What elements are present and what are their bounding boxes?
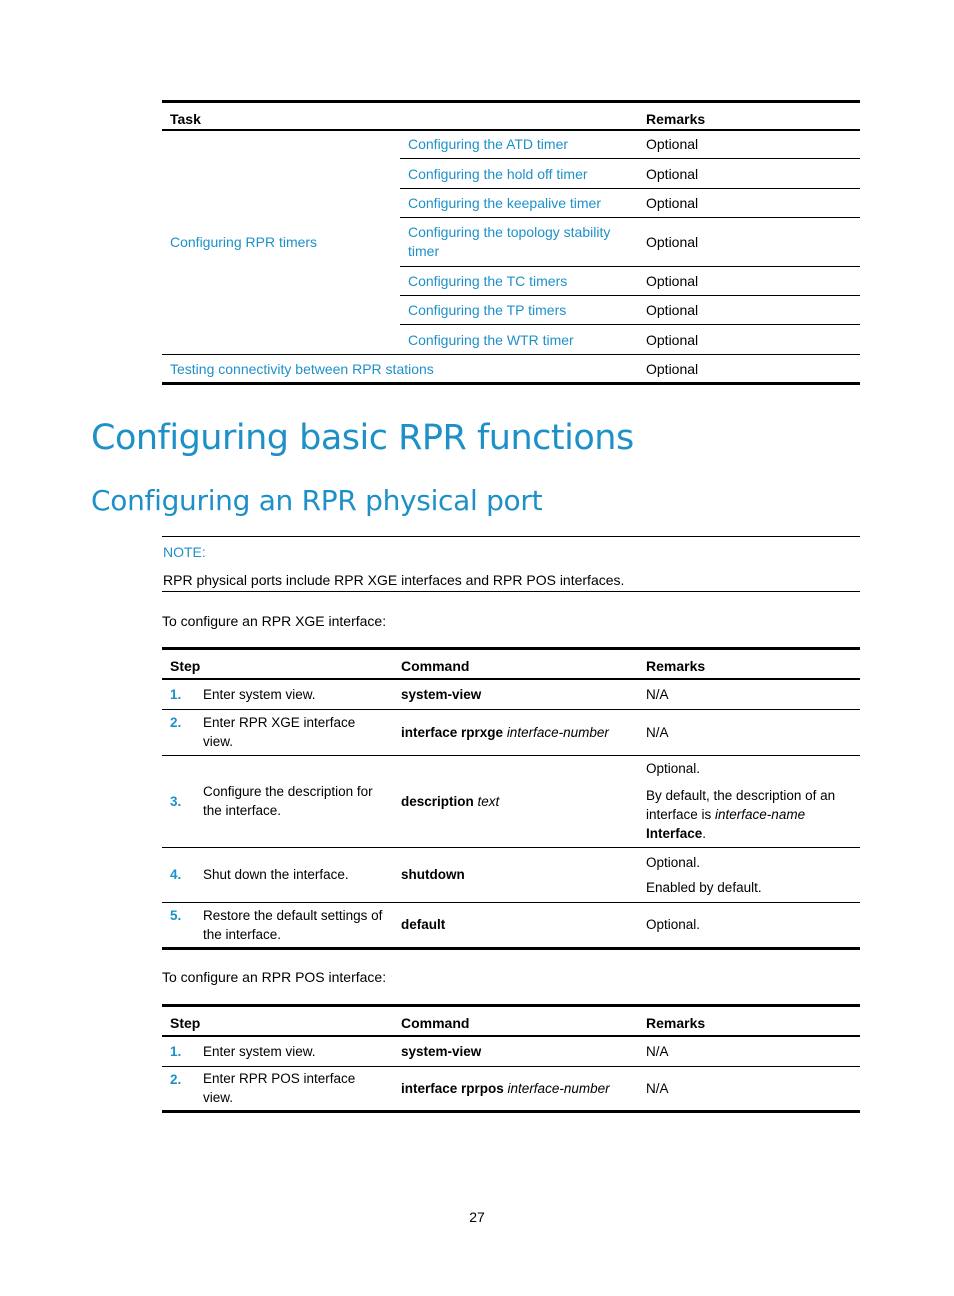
remarks-line: Optional. <box>646 761 701 776</box>
step-number: 5. <box>170 907 182 923</box>
link-topology-stability-timer[interactable]: Configuring the topology stability timer <box>408 224 611 259</box>
remarks-line: Enabled by default. <box>646 879 762 895</box>
step-number: 3. <box>162 755 203 847</box>
step-number: 2. <box>162 709 203 755</box>
link-wtr-timer[interactable]: Configuring the WTR timer <box>408 331 574 348</box>
step-remarks: N/A <box>646 1080 669 1096</box>
step-number: 4. <box>162 847 203 902</box>
step-remarks <box>638 755 860 847</box>
remarks-header: Remarks <box>638 649 860 680</box>
link-tp-timers[interactable]: Configuring the TP timers <box>408 302 567 318</box>
command-keyword: system-view <box>401 1043 482 1059</box>
command-argument: interface-number <box>507 1080 610 1096</box>
step-remarks: N/A <box>638 709 860 755</box>
step-command <box>393 755 638 847</box>
remarks-cell: Optional <box>638 189 860 218</box>
page-heading: Configuring basic RPR functions <box>91 418 634 458</box>
step-command <box>393 902 638 948</box>
xge-intro: To configure an RPR XGE interface: <box>162 613 387 629</box>
remarks-header: Remarks <box>638 102 860 130</box>
command-argument: interface-number <box>506 724 609 740</box>
pos-intro: To configure an RPR POS interface: <box>162 969 387 985</box>
step-description: Configure the description for the interface. <box>203 755 393 847</box>
step-remarks: N/A <box>638 1036 860 1066</box>
remarks-cell: Optional <box>638 159 860 189</box>
step-command <box>393 847 638 902</box>
command-keyword: shutdown <box>401 867 465 882</box>
step-header: Step <box>162 1006 393 1037</box>
remarks-cell: Optional <box>638 325 860 355</box>
link-keepalive-timer[interactable]: Configuring the keepalive timer <box>408 195 601 211</box>
task-table <box>162 100 860 385</box>
section-heading: Configuring an RPR physical port <box>91 484 543 517</box>
xge-steps-table <box>162 647 860 950</box>
command-keyword: description <box>401 793 474 809</box>
note-label: NOTE: <box>163 544 206 560</box>
step-command <box>393 709 638 755</box>
step-description: Enter RPR XGE interface view. <box>203 709 393 755</box>
step-remarks <box>638 847 860 902</box>
step-remarks: Optional. <box>646 917 701 932</box>
note-text: RPR physical ports include RPR XGE interfaces and RPR POS interfaces. <box>163 572 625 588</box>
remarks-cell: Optional <box>638 218 860 267</box>
step-command <box>393 1066 638 1111</box>
command-keyword: default <box>401 917 446 932</box>
remarks-line: Optional. <box>646 854 701 870</box>
step-description: Shut down the interface. <box>203 847 393 902</box>
step-description: Enter RPR POS interface view. <box>203 1071 356 1105</box>
step-number: 1. <box>162 679 203 709</box>
step-number: 2. <box>170 1071 182 1087</box>
step-command <box>393 1036 638 1066</box>
page-number: 27 <box>469 1209 485 1225</box>
remarks-cell: Optional <box>638 296 860 325</box>
link-atd-timer[interactable]: Configuring the ATD timer <box>408 136 569 153</box>
link-tc-timers[interactable]: Configuring the TC timers <box>408 273 568 289</box>
step-description: Enter system view. <box>203 679 393 709</box>
link-testing-connectivity[interactable]: Testing connectivity between RPR stations <box>170 360 434 377</box>
remarks-cell: Optional <box>646 360 699 377</box>
command-header: Command <box>393 1006 638 1037</box>
step-number: 1. <box>162 1036 203 1066</box>
task-header: Task <box>162 102 638 130</box>
remarks-header: Remarks <box>638 1006 860 1037</box>
command-argument: text <box>477 793 500 809</box>
link-configuring-rpr-timers[interactable]: Configuring RPR timers <box>170 234 318 251</box>
step-remarks: N/A <box>638 679 860 709</box>
remarks-cell: Optional <box>638 267 860 296</box>
remarks-cell: Optional <box>638 130 860 159</box>
step-description: Restore the default settings of the interface. <box>203 907 383 942</box>
command-keyword: system-view <box>401 686 482 702</box>
step-command <box>393 679 638 709</box>
remarks-line: By default, the description of an interface is interface-name Interface. <box>646 788 836 841</box>
note-box <box>162 536 860 592</box>
step-description: Enter system view. <box>203 1036 393 1066</box>
pos-steps-table <box>162 1004 860 1113</box>
link-hold-off-timer[interactable]: Configuring the hold off timer <box>408 165 588 182</box>
command-keyword: interface rprxge <box>401 724 504 740</box>
command-keyword: interface rprpos <box>401 1080 504 1096</box>
step-header: Step <box>162 649 393 680</box>
command-header: Command <box>393 649 638 680</box>
